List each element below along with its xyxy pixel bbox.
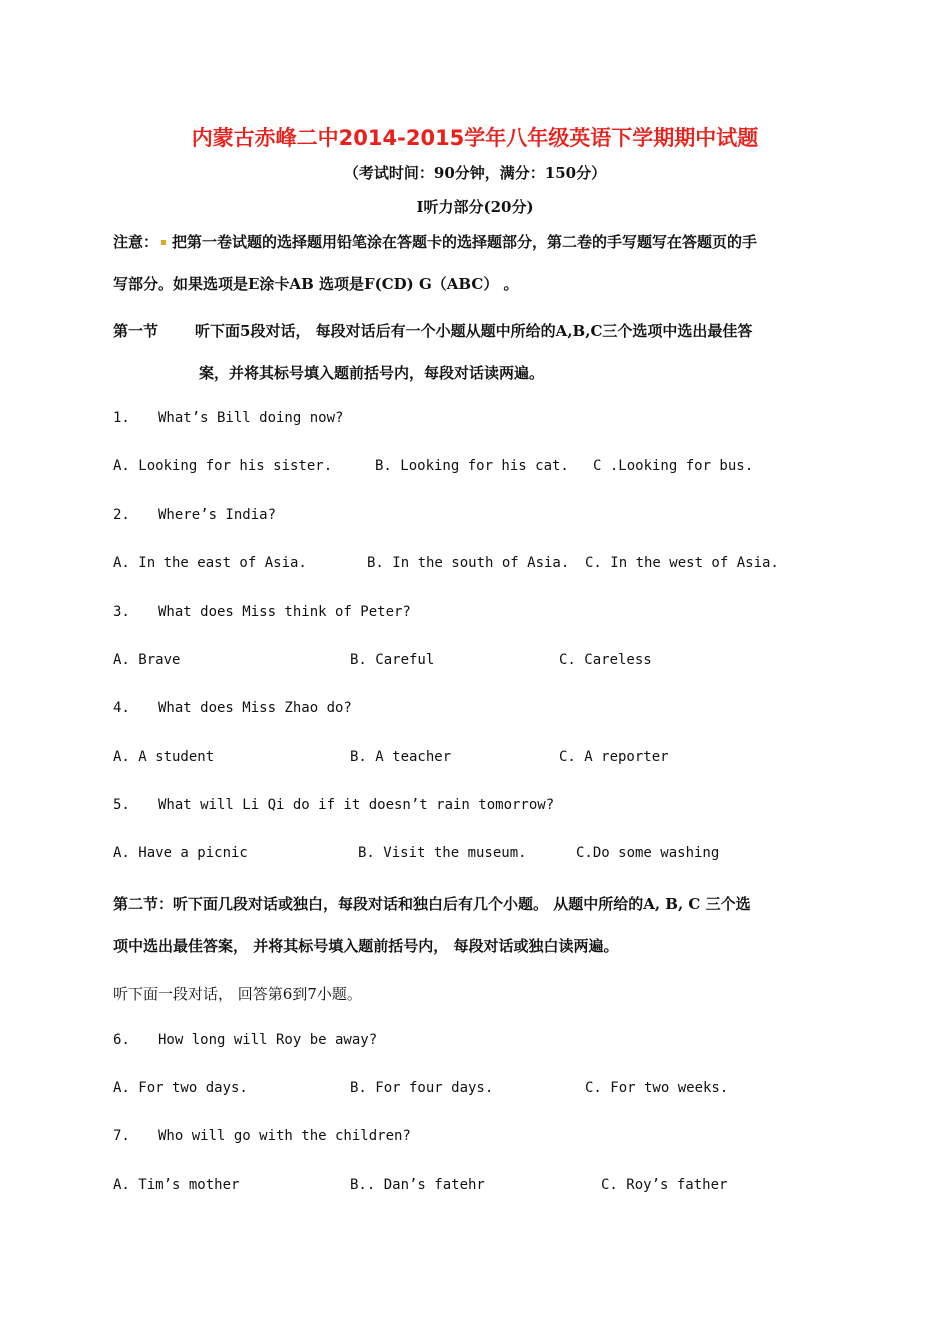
part-heading: I听力部分(20分) <box>416 198 534 216</box>
question-text: What’s Bill doing now? <box>158 410 344 426</box>
exam-subtitle: （考试时间：90分钟，满分：150分） <box>343 164 607 182</box>
question-number: 2. <box>113 507 130 523</box>
option-a: A. Brave <box>113 652 181 668</box>
option-b: B. Visit the museum. <box>358 845 527 861</box>
option-c: C. In the west of Asia. <box>585 555 779 571</box>
option-b: B. Careful <box>350 652 435 668</box>
exam-title: 内蒙古赤峰二中2014-2015学年八年级英语下学期期中试题 <box>191 126 759 150</box>
section1-line-2: 案，并将其标号填入题前括号内，每段对话读两遍。 <box>199 364 545 382</box>
option-c: C. Roy’s father <box>601 1177 728 1193</box>
option-c: C .Looking for bus. <box>593 458 754 474</box>
section1-text-1: 听下面5段对话， 每段对话后有一个小题从题中所给的A,B,C三个选项中选出最佳答 <box>195 322 753 340</box>
question-number: 1. <box>113 410 130 426</box>
notice-text-1: 把第一卷试题的选择题用铅笔涂在答题卡的选择题部分，第二卷的手写题写在答题页的手 <box>172 233 758 251</box>
question-number: 3. <box>113 604 130 620</box>
option-b: B. A teacher <box>350 749 452 765</box>
question-text: Who will go with the children? <box>158 1128 411 1144</box>
option-b: B. In the south of Asia. <box>367 555 570 571</box>
section2-line-2: 项中选出最佳答案， 并将其标号填入题前括号内， 每段对话或独白读两遍。 <box>113 937 619 955</box>
section1-line-1 <box>113 320 752 341</box>
option-c: C. Careless <box>559 652 652 668</box>
question-number: 4. <box>113 700 130 716</box>
question-text: Where’s India? <box>158 507 277 523</box>
option-c: C. For two weeks. <box>585 1080 729 1096</box>
notice-line-2: 写部分。如果选项是E涂卡AB 选项是F(CD) G（ABC） 。 <box>113 275 519 293</box>
section1-label: 第一节 <box>113 322 159 340</box>
question-text: How long will Roy be away? <box>158 1032 378 1048</box>
option-c: C. A reporter <box>559 749 669 765</box>
question-number: 7. <box>113 1128 130 1144</box>
section2-line-1: 第二节：听下面几段对话或独白，每段对话和独白后有几个小题。 从题中所给的A, B, C 三个选 <box>113 895 751 913</box>
bullet-dot-icon <box>161 240 166 245</box>
option-a: A. A student <box>113 749 215 765</box>
option-a: A. In the east of Asia. <box>113 555 307 571</box>
question-text: What does Miss think of Peter? <box>158 604 411 620</box>
option-a: A. Looking for his sister. <box>113 458 333 474</box>
question-text: What will Li Qi do if it doesn’t rain tomorrow? <box>158 797 555 813</box>
question-number: 6. <box>113 1032 130 1048</box>
notice-label: 注意： <box>113 233 159 251</box>
option-b: B.. Dan’s fatehr <box>350 1177 485 1193</box>
option-a: A. Tim’s mother <box>113 1177 240 1193</box>
option-c: C.Do some washing <box>576 845 720 861</box>
section2-intro: 听下面一段对话， 回答第6到7小题。 <box>113 985 362 1003</box>
question-text: What does Miss Zhao do? <box>158 700 352 716</box>
option-a: A. Have a picnic <box>113 845 248 861</box>
question-number: 5. <box>113 797 130 813</box>
option-b: B. For four days. <box>350 1080 494 1096</box>
option-b: B. Looking for his cat. <box>375 458 569 474</box>
notice-line-1 <box>113 231 757 252</box>
option-a: A. For two days. <box>113 1080 248 1096</box>
